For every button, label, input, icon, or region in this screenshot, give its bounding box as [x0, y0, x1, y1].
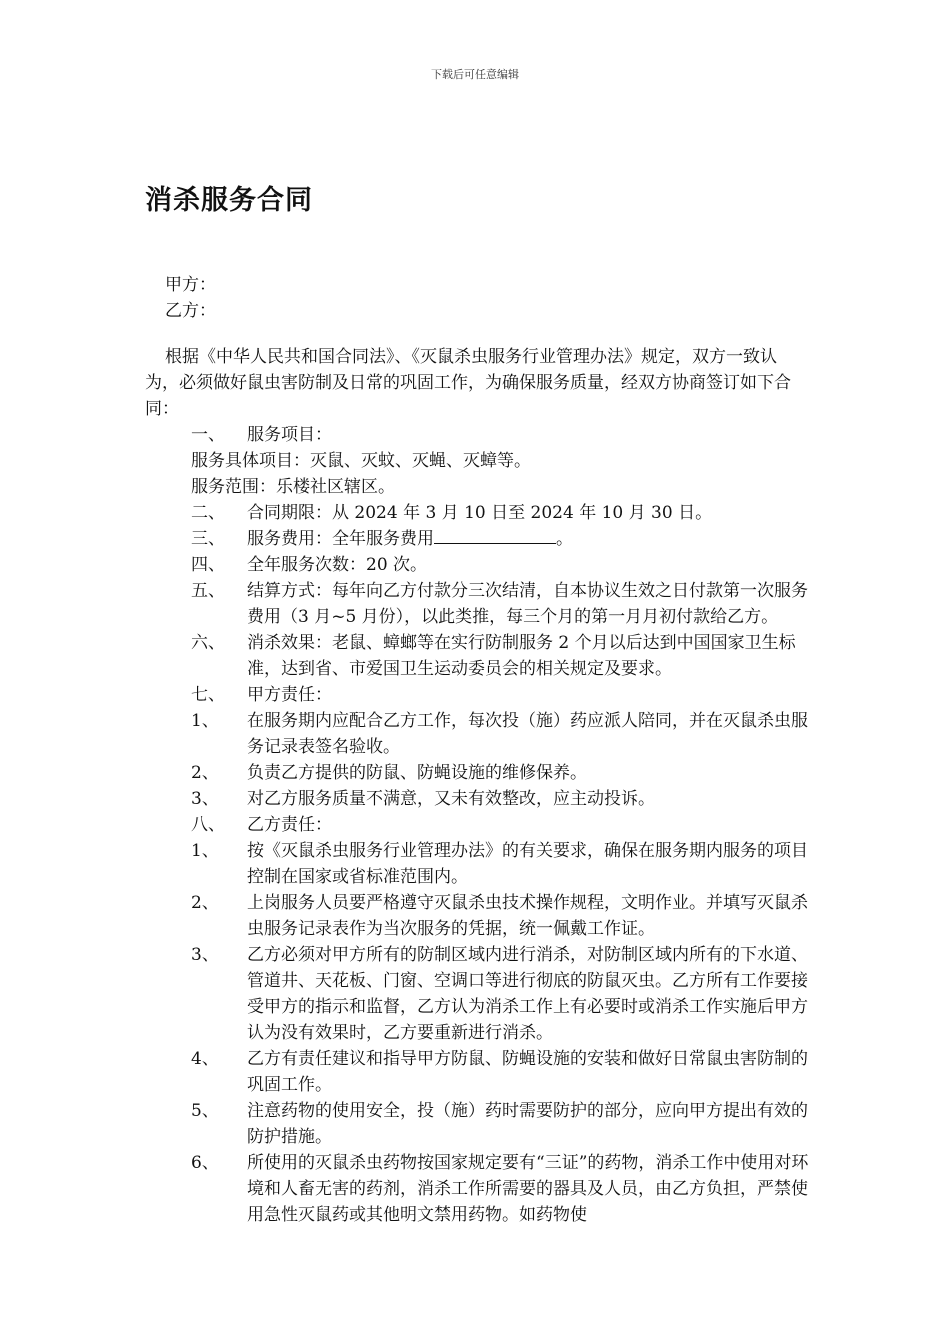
section-text: 甲方责任： [247, 685, 332, 705]
item-number: 1、 [191, 711, 219, 731]
spacer [145, 324, 810, 344]
item-text: 注意药物的使用安全，投（施）药时需要防护的部分，应向甲方提出有效的防护措施。 [247, 1101, 808, 1147]
fee-suffix: 。 [556, 529, 573, 549]
service-items: 服务具体项目：灭鼠、灭蚊、灭蝇、灭蟑等。 [191, 451, 531, 471]
section-text: 结算方式：每年向乙方付款分三次结清，自本协议生效之日付款第一次服务费用（3 月~5 月份），以此类推，每三个月的第一月月初付款给乙方。 [247, 581, 808, 627]
service-scope: 服务范围：乐楼社区辖区。 [191, 477, 395, 497]
section-text [247, 526, 810, 552]
item-text: 按《灭鼠杀虫服务行业管理办法》的有关要求，确保在服务期内服务的项目控制在国家或省标准范围内。 [247, 841, 808, 887]
section-text: 全年服务次数：20 次。 [247, 555, 428, 575]
section-3 [145, 526, 810, 552]
list-item [145, 760, 810, 786]
item-number: 5、 [191, 1101, 219, 1121]
item-text: 乙方必须对甲方所有的防制区域内进行消杀，对防制区域内所有的下水道、管道井、天花板、门窗、空调口等进行彻底的防鼠灭虫。乙方所有工作要接受甲方的指示和监督，乙方认为消杀工作上有必要时或消杀工作实施后甲方认为没有效果时，乙方要重新进行消杀。 [247, 945, 808, 1043]
section-5 [145, 578, 810, 630]
list-item [145, 942, 810, 1046]
section-4 [145, 552, 810, 578]
section-text: 合同期限：从 2024 年 3 月 10 日至 2024 年 10 月 30 日。 [247, 503, 713, 523]
list-item [145, 1098, 810, 1150]
list-item [145, 708, 810, 760]
section-text: 乙方责任： [247, 815, 332, 835]
section-number: 一、 [191, 425, 225, 445]
list-item [145, 838, 810, 890]
section-number: 八、 [191, 815, 225, 835]
header-note: 下载后可任意编辑 [431, 68, 519, 81]
item-number: 3、 [191, 945, 219, 965]
section-number: 六、 [191, 633, 225, 653]
list-item [145, 890, 810, 942]
item-number: 2、 [191, 893, 219, 913]
section-number: 五、 [191, 581, 225, 601]
section-2 [145, 500, 810, 526]
item-number: 4、 [191, 1049, 219, 1069]
section-6 [145, 630, 810, 682]
section-text: 消杀效果：老鼠、蟑螂等在实行防制服务 2 个月以后达到中国国家卫生标准，达到省、市爱国卫生运动委员会的相关规定及要求。 [247, 633, 796, 679]
section-7 [145, 682, 810, 708]
section-number: 七、 [191, 685, 225, 705]
fee-label: 服务费用：全年服务费用 [247, 529, 434, 549]
list-item [145, 786, 810, 812]
party-a-label: 甲方： [165, 275, 216, 295]
item-number: 6、 [191, 1153, 219, 1173]
section-number: 四、 [191, 555, 225, 575]
fee-blank-field [434, 526, 556, 544]
item-text: 乙方有责任建议和指导甲方防鼠、防蝇设施的安装和做好日常鼠虫害防制的巩固工作。 [247, 1049, 808, 1095]
section-1 [145, 422, 810, 448]
document-body [145, 272, 810, 1228]
item-number: 1、 [191, 841, 219, 861]
list-item [145, 1046, 810, 1098]
document-title: 消杀服务合同 [145, 185, 313, 216]
section-number: 三、 [191, 529, 225, 549]
item-number: 2、 [191, 763, 219, 783]
item-text: 上岗服务人员要严格遵守灭鼠杀虫技术操作规程，文明作业。并填写灭鼠杀虫服务记录表作为当次服务的凭据，统一佩戴工作证。 [247, 893, 808, 939]
party-b-label: 乙方： [165, 301, 216, 321]
item-number: 3、 [191, 789, 219, 809]
item-text: 所使用的灭鼠杀虫药物按国家规定要有“三证”的药物，消杀工作中使用对环境和人畜无害的药剂，消杀工作所需要的器具及人员，由乙方负担，严禁使用急性灭鼠药或其他明文禁用药物。如药物使 [247, 1153, 809, 1225]
list-item [145, 1150, 810, 1228]
item-text: 对乙方服务质量不满意，又未有效整改，应主动投诉。 [247, 789, 655, 809]
item-text: 负责乙方提供的防鼠、防蝇设施的维修保养。 [247, 763, 587, 783]
intro-paragraph: 根据《中华人民共和国合同法》、《灭鼠杀虫服务行业管理办法》规定，双方一致认为，必须做好鼠虫害防制及日常的巩固工作，为确保服务质量，经双方协商签订如下合同： [145, 347, 791, 419]
section-text: 服务项目： [247, 425, 332, 445]
item-text: 在服务期内应配合乙方工作，每次投（施）药应派人陪同，并在灭鼠杀虫服务记录表签名验收。 [247, 711, 808, 757]
section-8 [145, 812, 810, 838]
section-number: 二、 [191, 503, 225, 523]
